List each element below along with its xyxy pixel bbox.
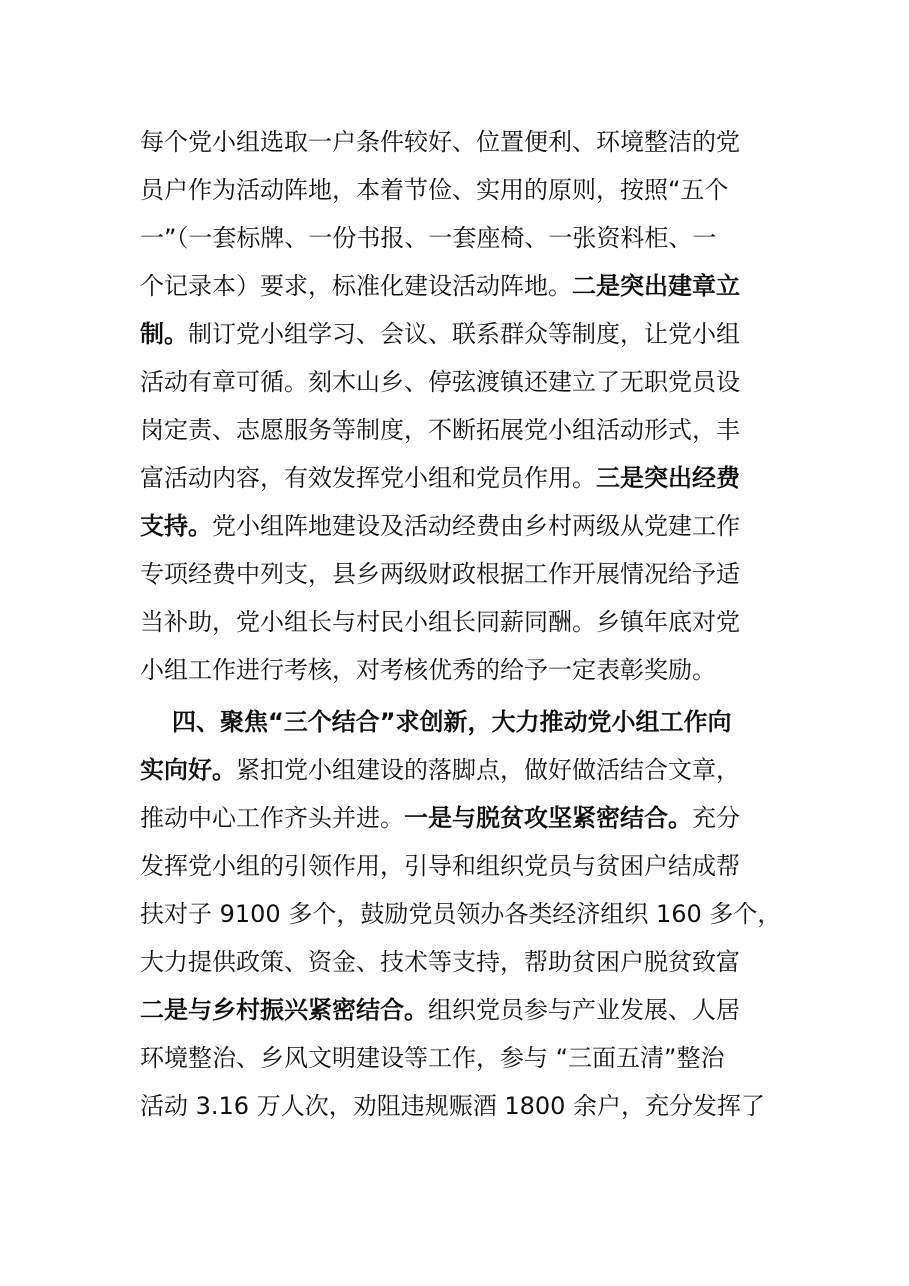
text-run: 每个党小组选取一户条件较好、位置便利、环境整洁的党 (140, 128, 740, 156)
text-line (140, 366, 780, 398)
text-line (140, 222, 780, 254)
text-run: 大力提供政策、资金、技术等支持，帮助贫困户脱贫致富 (140, 948, 740, 976)
bold-text-run: 三是突出经费 (596, 464, 740, 492)
text-line (140, 606, 780, 638)
text-run: 发挥党小组的引领作用，引导和组织党员与贫困户结成帮 (140, 852, 740, 880)
text-line (140, 654, 780, 686)
text-line (140, 946, 780, 978)
text-line (140, 462, 780, 494)
text-line (140, 850, 780, 882)
bold-text-run: 二是与乡村振兴紧密结合。 (140, 996, 428, 1024)
text-line (140, 270, 780, 302)
text-run: 组织党员参与产业发展、人居 (428, 996, 740, 1024)
section-heading-line (172, 706, 780, 738)
text-line (140, 1042, 780, 1074)
text-line (140, 558, 780, 590)
text-run: 扶对子 9100 多个，鼓励党员领办各类经济组织 160 多个， (140, 900, 782, 928)
text-run: 岗定责、志愿服务等制度，不断拓展党小组活动形式，丰 (140, 416, 740, 444)
bold-text-run: 实向好。 (140, 756, 236, 784)
text-run: 制订党小组学习、会议、联系群众等制度，让党小组 (188, 320, 740, 348)
text-run: 个记录本）要求，标准化建设活动阵地。 (140, 272, 572, 300)
text-run: 小组工作进行考核，对考核优秀的给予一定表彰奖励。 (140, 656, 716, 684)
text-run: 富活动内容，有效发挥党小组和党员作用。 (140, 464, 596, 492)
text-run: 环境整治、乡风文明建设等工作，参与 “三面五清”整治 (140, 1044, 725, 1072)
text-run: 当补助，党小组长与村民小组长同薪同酬。乡镇年底对党 (140, 608, 740, 636)
text-line (140, 1090, 780, 1122)
text-run: 党小组阵地建设及活动经费由乡村两级从党建工作 (212, 512, 740, 540)
text-line (140, 510, 780, 542)
text-run: 充分 (692, 804, 740, 832)
text-line (140, 754, 780, 786)
text-run: 活动 3.16 万人次，劝阻违规赈酒 1800 余户，充分发挥了 (140, 1092, 766, 1120)
text-line (140, 994, 780, 1026)
text-run: 活动有章可循。刻木山乡、停弦渡镇还建立了无职党员设 (140, 368, 740, 396)
text-run: 推动中心工作齐头并进。 (140, 804, 404, 832)
text-line (140, 414, 780, 446)
text-line (140, 174, 780, 206)
bold-text-run: 二是突出建章立 (572, 272, 740, 300)
bold-text-run: 一是与脱贫攻坚紧密结合。 (404, 804, 692, 832)
bold-text-run: 制。 (140, 320, 188, 348)
text-line (140, 126, 780, 158)
text-run: 专项经费中列支，县乡两级财政根据工作开展情况给予适 (140, 560, 740, 588)
bold-text-run: 支持。 (140, 512, 212, 540)
text-line (140, 898, 780, 930)
text-run: 紧扣党小组建设的落脚点，做好做活结合文章， (236, 756, 740, 784)
text-line (140, 318, 780, 350)
text-run: 员户作为活动阵地，本着节俭、实用的原则，按照“五个 (140, 176, 729, 204)
bold-text-run: 四、聚焦“三个结合”求创新，大力推动党小组工作向 (172, 708, 732, 736)
text-line (140, 802, 780, 834)
text-run: 一”（一套标牌、一份书报、一套座椅、一张资料柜、一 (140, 224, 717, 252)
